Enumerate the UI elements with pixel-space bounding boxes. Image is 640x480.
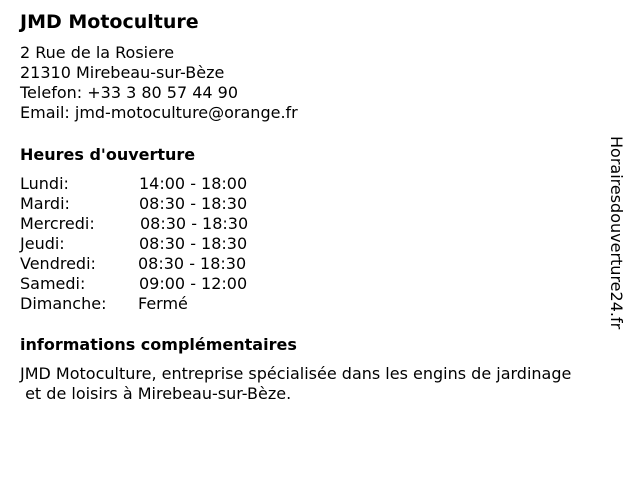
- hours-value: 08:30 - 18:30: [138, 254, 247, 273]
- hours-value: 08:30 - 18:30: [139, 194, 248, 213]
- hours-row-thursday: [20, 234, 320, 254]
- hours-value: 08:30 - 18:30: [139, 234, 248, 253]
- opening-hours-table: [20, 174, 320, 314]
- hours-row-friday: [20, 254, 320, 274]
- additional-info-heading: informations complémentaires: [20, 335, 297, 354]
- day-label: Mardi:: [20, 194, 70, 213]
- day-label: Jeudi:: [20, 234, 65, 253]
- opening-hours-heading: Heures d'ouverture: [20, 145, 196, 164]
- day-label: Mercredi:: [20, 214, 95, 233]
- business-name: JMD Motoculture: [20, 11, 199, 33]
- day-label: Lundi:: [20, 174, 69, 193]
- hours-value: 09:00 - 12:00: [139, 274, 248, 293]
- day-label: Samedi:: [20, 274, 86, 293]
- hours-value: Fermé: [138, 294, 188, 313]
- street-address: 2 Rue de la Rosiere: [20, 43, 175, 62]
- phone-line: Telefon: +33 3 80 57 44 90: [20, 83, 239, 102]
- day-label: Vendredi:: [20, 254, 96, 273]
- business-description: [20, 364, 630, 404]
- city-address: 21310 Mirebeau-sur-Bèze: [20, 63, 225, 82]
- hours-value: 14:00 - 18:00: [139, 174, 248, 193]
- hours-value: 08:30 - 18:30: [140, 214, 249, 233]
- description-line: et de loisirs à Mirebeau-sur-Bèze.: [20, 384, 292, 403]
- hours-row-sunday: [20, 294, 320, 314]
- hours-row-monday: [20, 174, 320, 194]
- address-block: [20, 43, 298, 123]
- hours-row-saturday: [20, 274, 320, 294]
- description-line: JMD Motoculture, entreprise spécialisée dans les engins de jardinage: [20, 364, 572, 383]
- day-label: Dimanche:: [20, 294, 107, 313]
- hours-row-tuesday: [20, 194, 320, 214]
- hours-row-wednesday: [20, 214, 320, 234]
- site-watermark: Horairesdouverture24.fr: [607, 136, 626, 330]
- email-line: Email: jmd-motoculture@orange.fr: [20, 103, 298, 122]
